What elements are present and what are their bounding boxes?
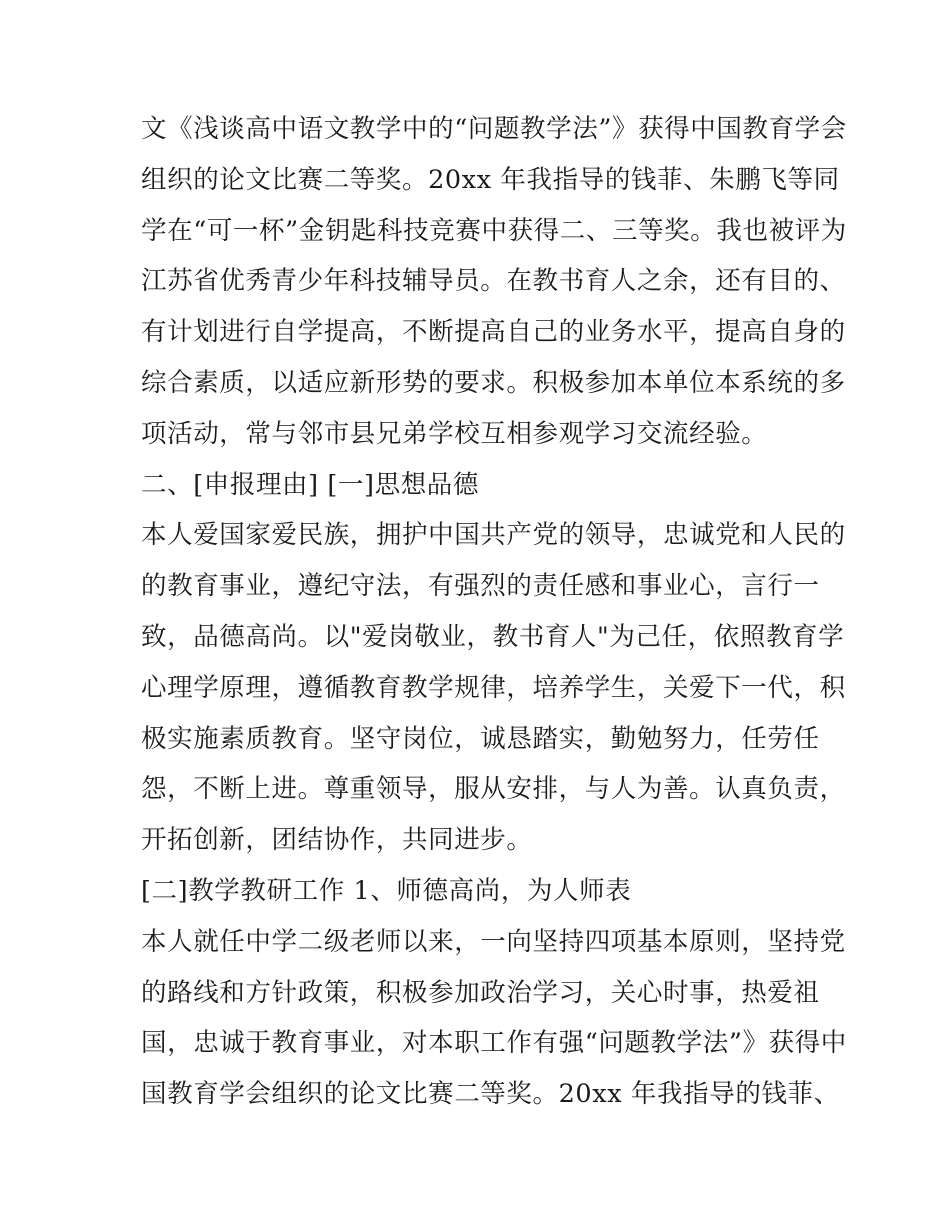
text-line: 本人就任中学二级老师以来，一向坚持四项基本原则，坚持党 <box>141 926 846 957</box>
text-line: 致，品德高尚。以"爱岗敬业，教书育人"为己任，依照教育学 <box>141 621 845 652</box>
text-line: 项活动，常与邻市县兄弟学校互相参观学习交流经验。 <box>141 418 768 449</box>
text-line: 极实施素质教育。坚守岗位，诚恳踏实，勤勉努力，任劳任 <box>141 723 820 754</box>
text-line: 怨，不断上进。尊重领导，服从安排，与人为善。认真负责， <box>141 774 846 805</box>
text-line: 开拓创新，团结协作，共同进步。 <box>141 825 533 856</box>
text-line: 文《浅谈高中语文教学中的“问题教学法”》获得中国教育学会 <box>141 114 847 144</box>
text-line: 有计划进行自学提高，不断提高自己的业务水平，提高自身的 <box>141 317 846 348</box>
section-heading: 二、[申报理由] [一]思想品德 <box>141 469 480 500</box>
text-line: 本人爱国家爱民族，拥护中国共产党的领导，忠诚党和人民的 <box>141 520 846 551</box>
text-line: 国，忠诚于教育事业，对本职工作有强“问题教学法”》获得中 <box>141 1028 847 1059</box>
text-line: 学在“可一杯”金钥匙科技竞赛中获得二、三等奖。我也被评为 <box>141 215 847 246</box>
text-line: 国教育学会组织的论文比赛二等奖。20xx 年我指导的钱菲、 <box>141 1079 840 1110</box>
text-line: 江苏省优秀青少年科技辅导员。在教书育人之余，还有目的、 <box>141 266 846 297</box>
text-line: 组织的论文比赛二等奖。20xx 年我指导的钱菲、朱鹏飞等同 <box>141 164 840 195</box>
text-line: 的教育事业，遵纪守法，有强烈的责任感和事业心，言行一 <box>141 571 820 602</box>
document-body <box>141 104 847 1120</box>
text-line: 的路线和方针政策，积极参加政治学习，关心时事，热爱祖 <box>141 977 820 1008</box>
text-line: 综合素质，以适应新形势的要求。积极参加本单位本系统的多 <box>141 367 846 398</box>
text-line: 心理学原理，遵循教育教学规律，培养学生，关爱下一代，积 <box>141 672 846 703</box>
section-heading: [二]教学教研工作 1、师德高尚，为人师表 <box>141 875 632 906</box>
